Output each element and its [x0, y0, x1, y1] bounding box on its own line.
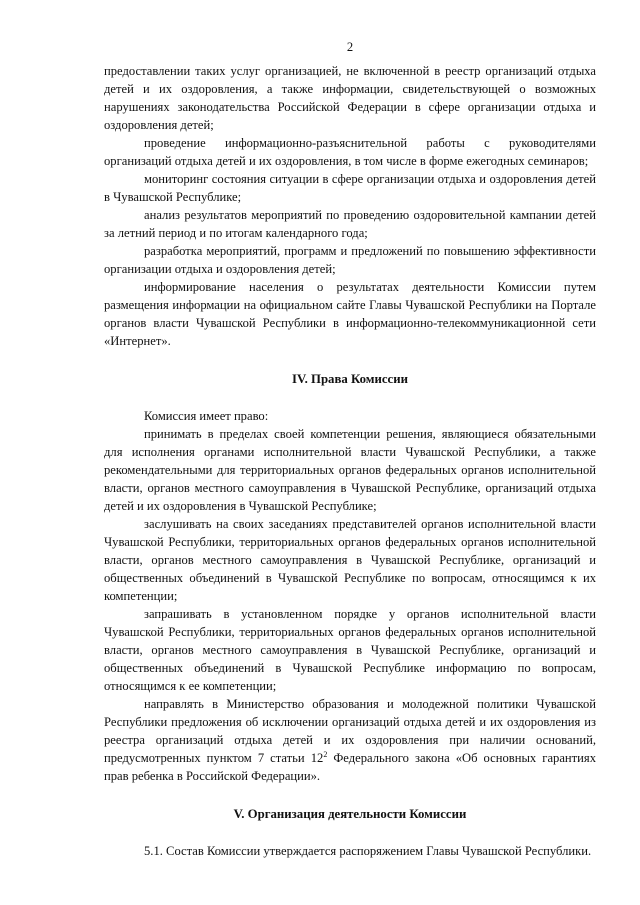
page-number: 2 [346, 40, 354, 54]
duty-item-seminars: проведение информационно-разъяснительной работы с руководителями организаций отдыха детей и их оздоровления, в том числе в форме ежегодных семинаров; [104, 136, 596, 168]
duty-item-informing: информирование населения о результатах деятельности Комиссии путем размещения информации на официальном сайте Главы Чувашской Республики на Портале органов власти Чувашской Республики в информационно-телекоммуникационной сети «Интернет». [104, 280, 596, 348]
rights-intro: Комиссия имеет право: [144, 409, 269, 423]
article-superscript: 2 [323, 750, 328, 759]
rights-item-proposals-text: направлять в Министерство образования и молодежной политики Чувашской Республики предложения об исключении организаций отдыха детей и их оздоровления из реестра организаций отдыха детей и их оздоровления при наличии оснований, предусмотренных пунктом 7 статьи 12 [104, 697, 596, 765]
continuation-paragraph: предоставлении таких услуг организацией, не включенной в реестр организаций отдыха детей и их оздоровления, а также информации, свидетельствующей о возможных нарушениях законодательства Российской Федерации в сфере организации отдыха и оздоровления детей; [104, 64, 596, 132]
section-heading-rights: IV. Права Комиссии [292, 372, 408, 386]
rights-item-decisions: принимать в пределах своей компетенции решения, являющиеся обязательными для исполнения органами исполнительной власти Чувашской Республики, а также рекомендательными для территориальных органов федеральных органов исполнительной власти, органов местного самоуправления в Чувашской Республике, организаций отдыха детей и их оздоровления в Чувашской Республике; [104, 427, 596, 513]
rights-item-proposals [104, 695, 596, 785]
duty-item-monitoring: мониторинг состояния ситуации в сфере организации отдыха и оздоровления детей в Чувашской Республике; [104, 172, 596, 204]
rights-item-requests: запрашивать в установленном порядке у органов исполнительной власти Чувашской Республики, территориальных органов федеральных органов исполнительной власти, органов местного самоуправления в Чувашской Республике, организаций и общественных объединений в Чувашской Республике информацию по вопросам, относящимся к ее компетенции; [104, 607, 596, 693]
rights-item-hearing: заслушивать на своих заседаниях представителей органов исполнительной власти Чувашской Республики, территориальных органов федеральных органов исполнительной власти, органов местного самоуправления в Чувашской Республике, организаций и общественных объединений в Чувашской Республике по вопросам, относящимся к их компетенции; [104, 517, 596, 603]
rights-item-proposals-tail: Федерального закона «Об основных гарантиях прав ребенка в Российской Федерации». [104, 751, 596, 783]
section-heading-organization: V. Организация деятельности Комиссии [233, 807, 467, 821]
duty-item-development: разработка мероприятий, программ и предложений по повышению эффективности организации отдыха и оздоровления детей; [104, 244, 596, 276]
duty-item-analysis: анализ результатов мероприятий по проведению оздоровительной кампании детей за летний период и по итогам календарного года; [104, 208, 596, 240]
clause-5-1: 5.1. Состав Комиссии утверждается распоряжением Главы Чувашской Республики. [144, 844, 592, 858]
